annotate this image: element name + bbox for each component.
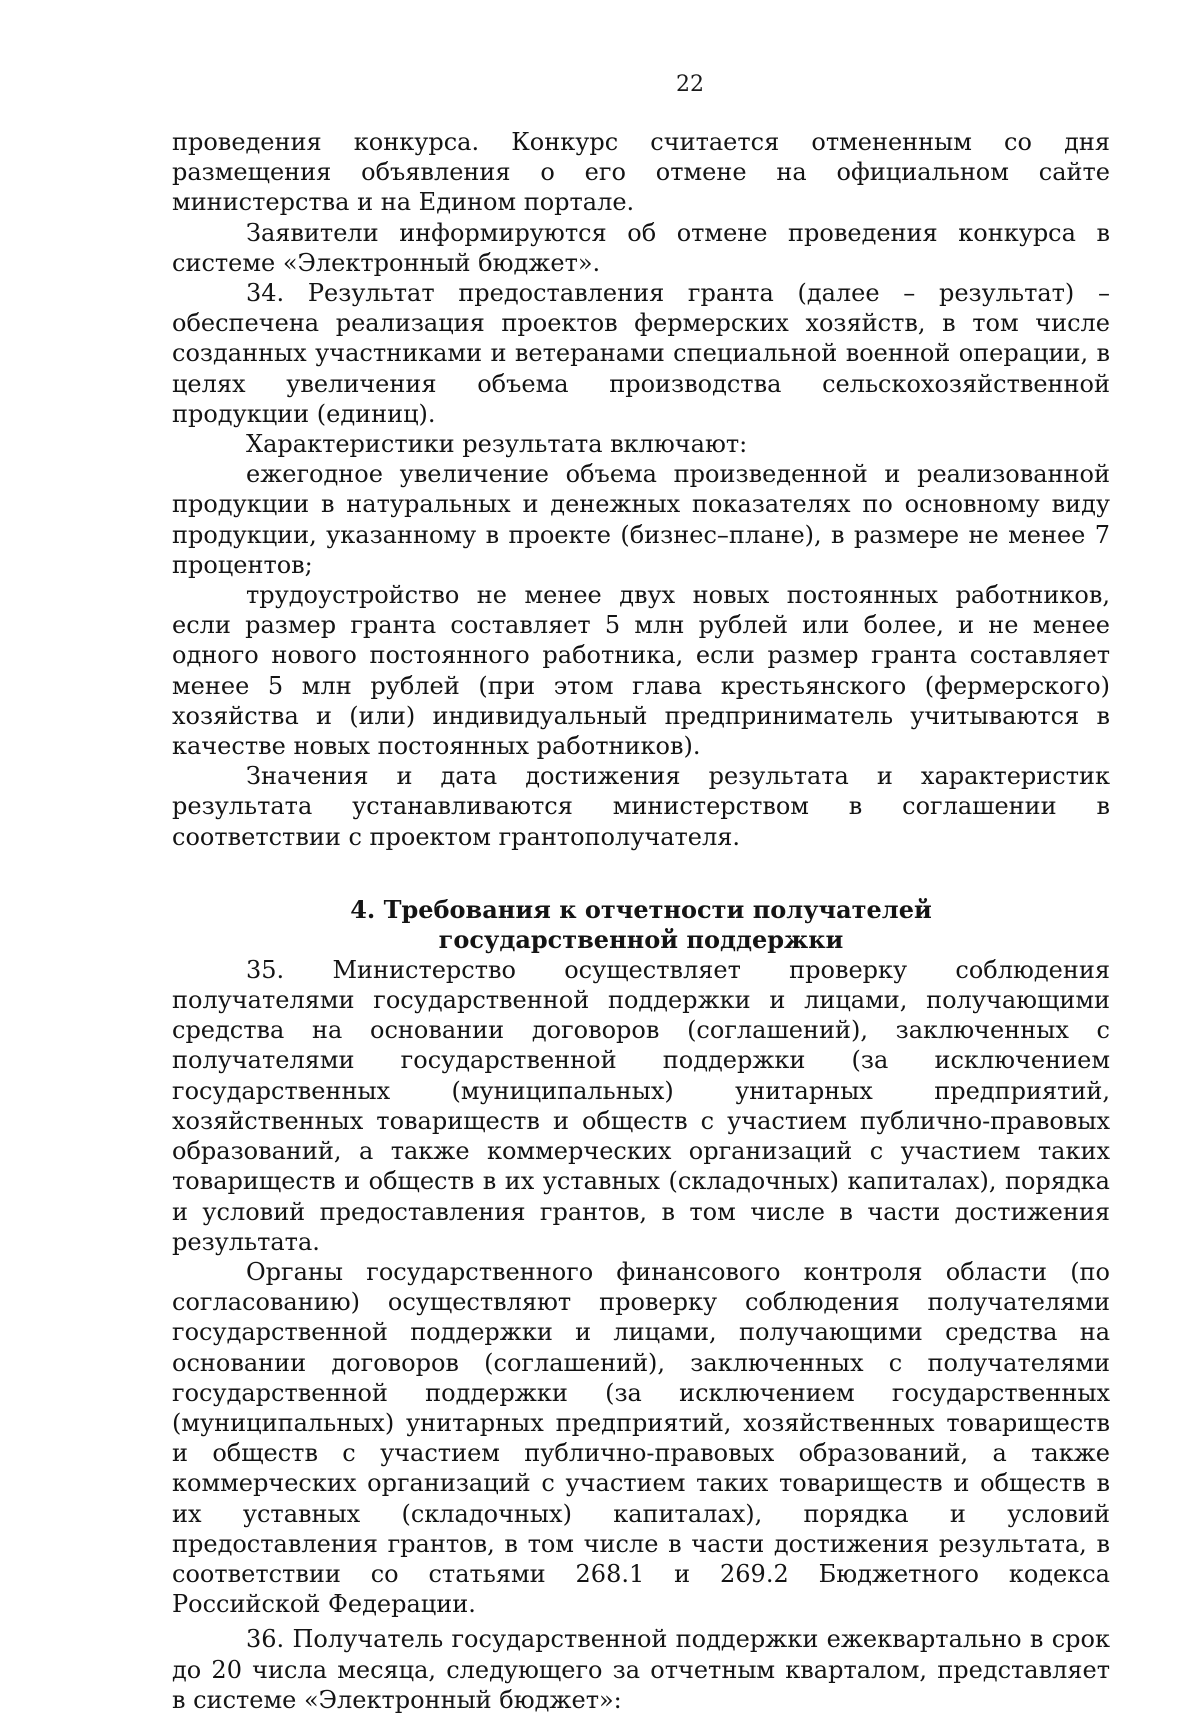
paragraph-financial-control: Органы государственного финансового контроля области (по согласованию) осуществляют проверку соблюдения получателями государственной поддержки и лицами, получающими средства на основании договоров (соглашений), заключенных с получателями государственной поддержки (за исключением государственных (муниципальных) унитарных предприятий, хозяйственных товариществ и обществ с участием публично-правовых образований, а также коммерческих организаций с участием таких товариществ и обществ в их уставных (складочных) капиталах), порядка и условий предоставления грантов, в том числе в части достижения результата, в соответствии со статьями 268.1 и 269.2 Бюджетного кодекса Российской Федерации. <box>172 1257 1110 1619</box>
paragraph-continuation: проведения конкурса. Конкурс считается отмененным со дня размещения объявления о его отмене на официальном сайте министерства и на Едином портале. <box>172 128 1110 217</box>
paragraph-values-and-dates: Значения и дата достижения результата и характеристик результата устанавливаются министерством в соглашении в соответствии с проектом грантополучателя. <box>172 762 1110 851</box>
section-heading-line1: 4. Требования к отчетности получателей <box>350 894 932 924</box>
section-heading-line2: государственной поддержки <box>438 924 844 954</box>
paragraph-36-reporting: 36. Получатель государственной поддержки ежеквартально в срок до 20 числа месяца, следующего за отчетным кварталом, представляет в системе «Электронный бюджет»: <box>172 1625 1110 1714</box>
paragraph-annual-increase: ежегодное увеличение объема произведенной и реализованной продукции в натуральных и денежных показателях по основному виду продукции, указанному в проекте (бизнес–плане), в размере не менее 7 процентов; <box>172 460 1110 579</box>
paragraph-34-result: 34. Результат предоставления гранта (далее – результат) – обеспечена реализация проектов фермерских хозяйств, в том числе созданных участниками и ветеранами специальной военной операции, в целях увеличения объема производства сельскохозяйственной продукции (единиц). <box>172 279 1110 428</box>
paragraph-35-ministry-check: 35. Министерство осуществляет проверку соблюдения получателями государственной поддержки и лицами, получающими средства на основании договоров (соглашений), заключенных с получателями государственной поддержки (за исключением государственных (муниципальных) унитарных предприятий, хозяйственных товариществ и обществ с участием публично-правовых образований, а также коммерческих организаций с участием таких товариществ и обществ в их уставных (складочных) капиталах), порядка и условий предоставления грантов, в том числе в части достижения результата. <box>172 955 1110 1256</box>
paragraph-result-characteristics: Характеристики результата включают: <box>246 430 748 459</box>
paragraph-employment: трудоустройство не менее двух новых постоянных работников, если размер гранта составляет 5 млн рублей или более, и не менее одного нового постоянного работника, если размер гранта составляет менее 5 млн рублей (при этом глава крестьянского (фермерского) хозяйства и (или) индивидуальный предприниматель учитываются в качестве новых постоянных работников). <box>172 581 1110 761</box>
document-body <box>172 127 1110 1715</box>
page-number: 22 <box>676 72 704 97</box>
paragraph-applicants-notice: Заявители информируются об отмене проведения конкурса в системе «Электронный бюджет». <box>172 218 1110 277</box>
section-heading <box>172 895 1110 955</box>
